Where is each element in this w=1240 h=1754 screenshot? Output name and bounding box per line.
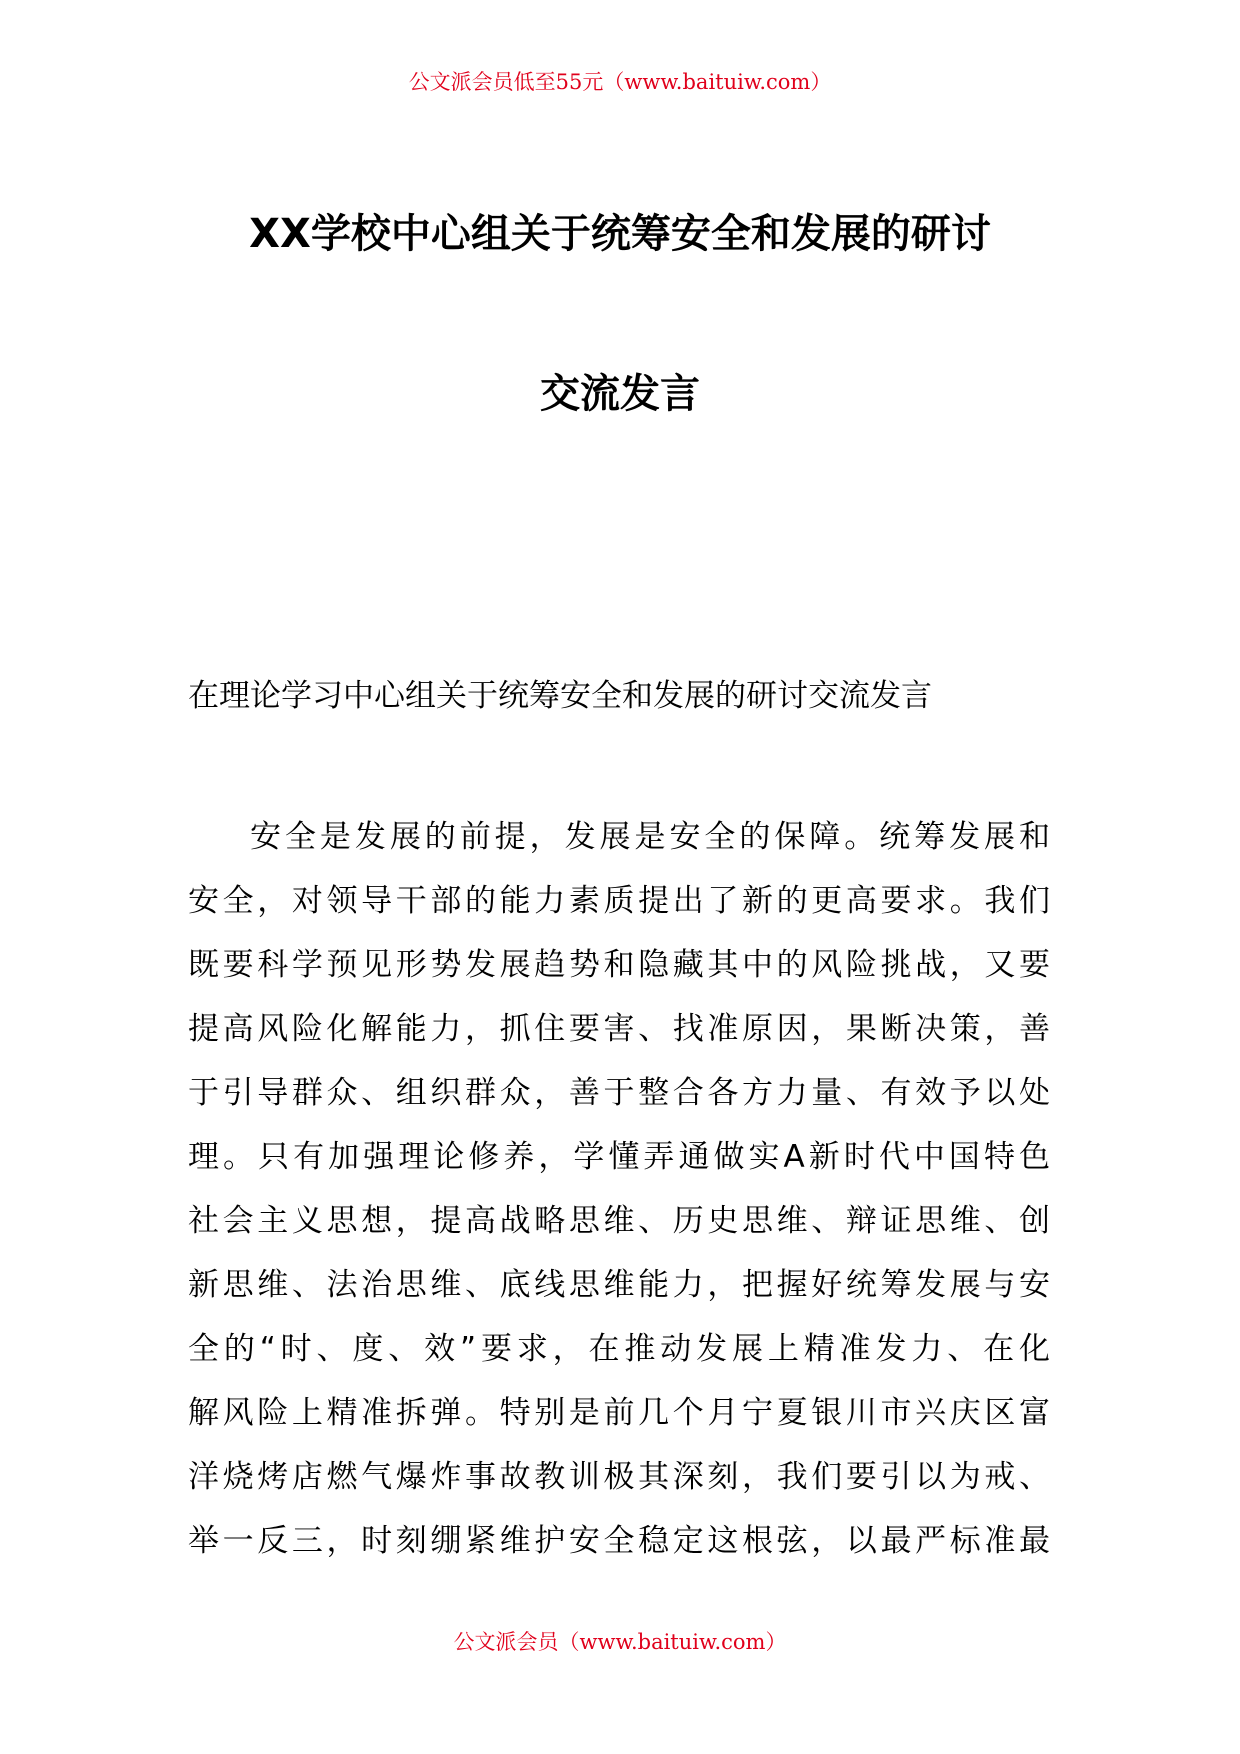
body-line: 理。只有加强理论修养，学懂弄通做实A新时代中国特色 xyxy=(188,1139,1050,1175)
body-line: 于引导群众、组织群众，善于整合各方力量、有效予以处 xyxy=(188,1075,1050,1111)
body-line: 解风险上精准拆弹。特别是前几个月宁夏银川市兴庆区富 xyxy=(188,1395,1050,1431)
body-line: 提高风险化解能力，抓住要害、找准原因，果断决策，善 xyxy=(188,1011,1050,1047)
document-title-line-1: XX学校中心组关于统筹安全和发展的研讨 xyxy=(249,211,991,257)
body-line: 社会主义思想，提高战略思维、历史思维、辩证思维、创 xyxy=(188,1203,1050,1239)
body-line: 安全是发展的前提，发展是安全的保障。统筹发展和 xyxy=(250,819,1050,855)
body-line: 既要科学预见形势发展趋势和隐藏其中的风险挑战，又要 xyxy=(188,947,1050,983)
body-line: 全的“时、度、效”要求，在推动发展上精准发力、在化 xyxy=(188,1331,1050,1367)
body-line: 举一反三，时刻绷紧维护安全稳定这根弦，以最严标准最 xyxy=(188,1523,1050,1559)
body-line: 安全，对领导干部的能力素质提出了新的更高要求。我们 xyxy=(188,883,1050,919)
body-line: 洋烧烤店燃气爆炸事故教训极其深刻，我们要引以为戒、 xyxy=(188,1459,1050,1495)
footer-promo-banner: 公文派会员（www.baituiw.com） xyxy=(453,1630,787,1654)
document-title-line-2: 交流发言 xyxy=(540,371,700,417)
body-paragraph xyxy=(188,805,1050,1573)
body-line: 新思维、法治思维、底线思维能力，把握好统筹发展与安 xyxy=(188,1267,1050,1303)
document-subheading: 在理论学习中心组关于统筹安全和发展的研讨交流发言 xyxy=(188,678,932,714)
header-promo-banner: 公文派会员低至55元（www.baituiw.com） xyxy=(408,70,832,94)
